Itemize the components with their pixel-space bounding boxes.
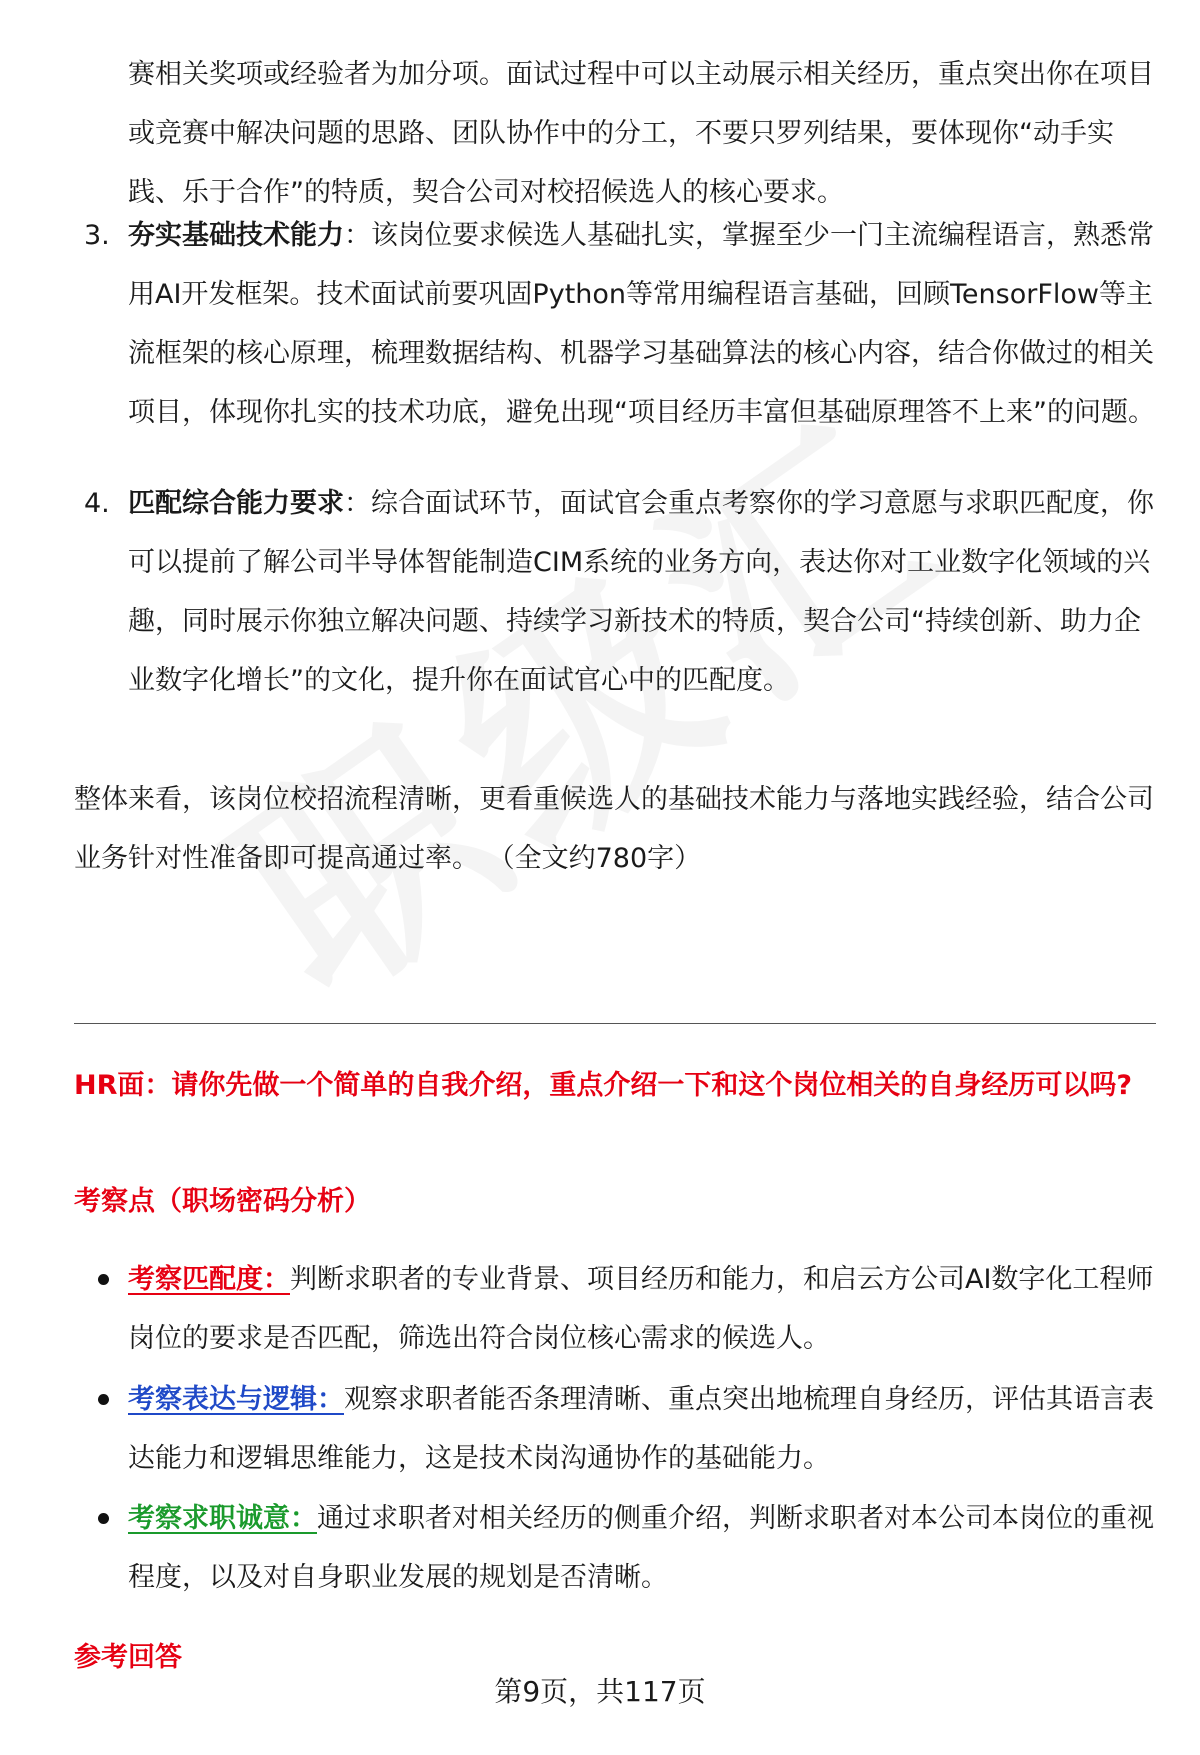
list-lead: 匹配综合能力要求 <box>128 488 344 519</box>
bullet-text: 观察求职者能否条理清晰、重点突出地梳理自身经历，评估其语言表达能力和逻辑思维能力，这是技术岗沟通协作的基础能力。 <box>128 1384 1154 1474</box>
bullet-dot-icon <box>98 1274 109 1285</box>
bullet-keyword: 考察求职诚意： <box>128 1503 317 1534</box>
analysis-heading: 考察点（职场密码分析） <box>74 1186 371 1217</box>
list-number: 4. <box>84 488 110 519</box>
bullet-item <box>98 1370 1160 1488</box>
list-item-4 <box>84 474 1160 710</box>
list-text: ：该岗位要求候选人基础扎实，掌握至少一门主流编程语言，熟悉常用AI开发框架。技术面试前要巩固Python等常用编程语言基础，回顾TensorFlow等主流框架的核心原理，梳理数据结构、机器学习基础算法的核心内容，结合你做过的相关项目，体现你扎实的技术功底，避免出现“项目经历丰富但基础原理答不上来”的问题。 <box>128 220 1155 428</box>
bullet-dot-icon <box>98 1394 109 1405</box>
list-lead: 夯实基础技术能力 <box>128 220 344 251</box>
answer-heading: 参考回答 <box>74 1642 182 1673</box>
bullet-keyword: 考察匹配度： <box>128 1264 290 1295</box>
page-footer: 第9页，共117页 <box>494 1675 706 1708</box>
list-number: 3. <box>84 220 110 251</box>
section-divider <box>74 1023 1156 1024</box>
bullet-keyword: 考察表达与逻辑： <box>128 1384 344 1415</box>
continued-paragraph: 赛相关奖项或经验者为加分项。面试过程中可以主动展示相关经历，重点突出你在项目或竞赛中解决问题的思路、团队协作中的分工，不要只罗列结果，要体现你“动手实践、乐于合作”的特质，契合公司对校招候选人的核心要求。 <box>128 59 1154 208</box>
list-item-3 <box>84 206 1160 442</box>
list-text: ：综合面试环节，面试官会重点考察你的学习意愿与求职匹配度，你可以提前了解公司半导体智能制造CIM系统的业务方向，表达你对工业数字化领域的兴趣，同时展示你独立解决问题、持续学习新技术的特质，契合公司“持续创新、助力企业数字化增长”的文化，提升你在面试官心中的匹配度。 <box>128 488 1154 696</box>
interview-question: HR面：请你先做一个简单的自我介绍，重点介绍一下和这个岗位相关的自身经历可以吗? <box>74 1070 1133 1101</box>
bullet-item <box>98 1250 1160 1368</box>
bullet-item <box>98 1489 1160 1607</box>
bullet-text: 通过求职者对相关经历的侧重介绍，判断求职者对本公司本岗位的重视程度，以及对自身职业发展的规划是否清晰。 <box>128 1503 1154 1593</box>
bullet-dot-icon <box>98 1513 109 1524</box>
bullet-text: 判断求职者的专业背景、项目经历和能力，和启云方公司AI数字化工程师岗位的要求是否匹配，筛选出符合岗位核心需求的候选人。 <box>128 1264 1154 1354</box>
summary-paragraph: 整体来看，该岗位校招流程清晰，更看重候选人的基础技术能力与落地实践经验，结合公司业务针对性准备即可提高通过率。 （全文约780字） <box>74 784 1154 874</box>
